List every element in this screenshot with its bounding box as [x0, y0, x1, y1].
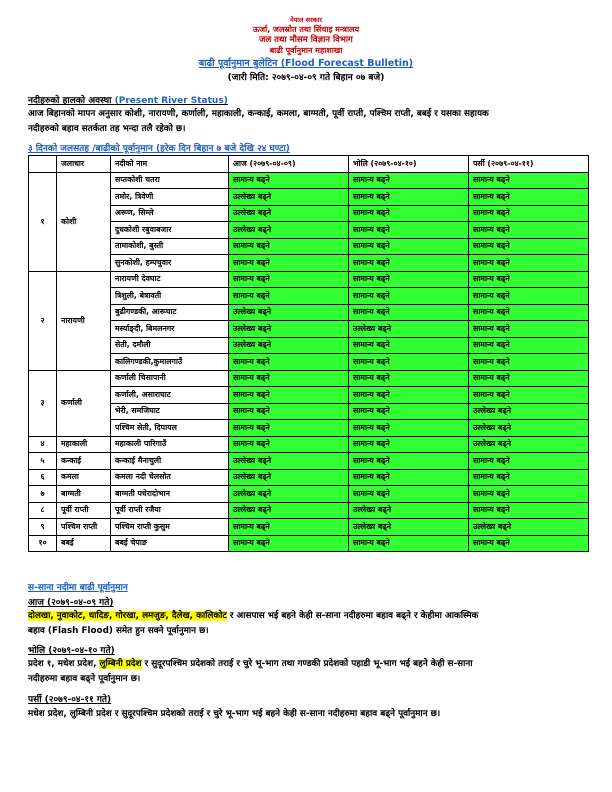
- table-row: [29, 469, 589, 486]
- forecast-dayafter-cell: उल्लेख्य बढ्ने: [469, 420, 589, 437]
- forecast-today-cell: उल्लेख्य बढ्ने: [229, 189, 349, 206]
- forecast-today-cell: सामान्य बढ्ने: [229, 238, 349, 255]
- column-header-river: नदीको नाम: [111, 156, 229, 173]
- table-row: [29, 321, 589, 338]
- forecast-dayafter-cell: सामान्य बढ्ने: [469, 337, 589, 354]
- forecast-today-cell: उल्लेख्य बढ्ने: [229, 502, 349, 519]
- river-station-cell: बुढीगण्डकी, आरूघाट: [111, 304, 229, 321]
- today-text-1: र आसपास भई बहने केही स-साना नदीहरुमा बहाव बढ्ने र केहीमा आकस्मिक: [226, 611, 479, 621]
- river-station-cell: मर्स्याङ्दी, बिमलनगर: [111, 321, 229, 338]
- today-highlighted-districts: दोलखा, नुवाकोट, धादिङ, गोरखा, लमजुङ, दैलेख, कालिकोट: [28, 611, 227, 621]
- basin-name-cell: कर्णाली: [57, 370, 111, 436]
- forecast-dayafter-cell: सामान्य बढ्ने: [469, 387, 589, 404]
- forecast-tomorrow-cell: सामान्य बढ्ने: [349, 189, 469, 206]
- forecast-today-cell: उल्लेख्य बढ्ने: [229, 205, 349, 222]
- forecast-today-cell: सामान्य बढ्ने: [229, 387, 349, 404]
- forecast-tomorrow-cell: सामान्य बढ्ने: [349, 403, 469, 420]
- tomorrow-text-2: नदीहरुमा बहाव बढ्ने पूर्वानुमान छ।: [28, 674, 141, 684]
- forecast-dayafter-cell: उल्लेख्य बढ्ने: [469, 519, 589, 536]
- forecast-today-cell: सामान्य बढ्ने: [229, 354, 349, 371]
- forecast-today-cell: सामान्य बढ्ने: [229, 420, 349, 437]
- government-name: नेपाल सरकार: [289, 16, 323, 24]
- river-station-cell: तामाकोशी, बुस्ती: [111, 238, 229, 255]
- basin-number-cell: ५: [29, 453, 57, 470]
- river-station-cell: कर्णाली चिसापानी: [111, 370, 229, 387]
- table-row: [29, 519, 589, 536]
- basin-name-cell: बाग्मती: [57, 486, 111, 503]
- river-station-cell: पश्चिम सेती, दिपायल: [111, 420, 229, 437]
- tomorrow-text-pre: प्रदेश १, मधेश प्रदेश,: [28, 659, 100, 669]
- river-station-cell: सेती, दमौली: [111, 337, 229, 354]
- table-row: [29, 172, 589, 189]
- basin-number-cell: ८: [29, 502, 57, 519]
- present-status-line1: आज बिहानको मापन अनुसार कोशी, नारायणी, कर्णाली, महाकाली, कन्काई, कमला, बाग्मती, पूर्वी राप्ती, पश्चिम राप्ती, बबई र यसका सहायक: [28, 109, 489, 119]
- forecast-tomorrow-cell: सामान्य बढ्ने: [349, 238, 469, 255]
- present-status-text: [28, 107, 588, 137]
- forecast-dayafter-cell: सामान्य बढ्ने: [469, 486, 589, 503]
- dayafter-label: पर्सी (२०७९-०४-११ गते): [28, 695, 112, 705]
- forecast-dayafter-cell: सामान्य बढ्ने: [469, 238, 589, 255]
- basin-name-cell: कमला: [57, 469, 111, 486]
- forecast-today-cell: सामान्य बढ्ने: [229, 288, 349, 305]
- forecast-dayafter-cell: सामान्य बढ्ने: [469, 189, 589, 206]
- forecast-tomorrow-cell: सामान्य बढ्ने: [349, 453, 469, 470]
- forecast-tomorrow-cell: उल्लेख्य बढ्ने: [349, 321, 469, 338]
- forecast-tomorrow-cell: सामान्य बढ्ने: [349, 535, 469, 552]
- table-row: [29, 205, 589, 222]
- table-row: [29, 189, 589, 206]
- forecast-today-cell: सामान्य बढ्ने: [229, 403, 349, 420]
- forecast-tomorrow-cell: सामान्य बढ्ने: [349, 436, 469, 453]
- river-station-cell: कालिगण्डकी,कुमालगाउँ: [111, 354, 229, 371]
- basin-number-cell: ७: [29, 486, 57, 503]
- present-status-heading-en: (Present River Status): [114, 96, 228, 106]
- forecast-dayafter-cell: सामान्य बढ्ने: [469, 535, 589, 552]
- forecast-dayafter-cell: सामान्य बढ्ने: [469, 453, 589, 470]
- forecast-today-cell: उल्लेख्य बढ्ने: [229, 453, 349, 470]
- table-row: [29, 403, 589, 420]
- forecast-dayafter-cell: सामान्य बढ्ने: [469, 222, 589, 239]
- forecast-dayafter-cell: सामान्य बढ्ने: [469, 172, 589, 189]
- forecast-dayafter-cell: सामान्य बढ्ने: [469, 271, 589, 288]
- river-station-cell: नारायणी देवघाट: [111, 271, 229, 288]
- small-rivers-heading: स-साना नदीमा बाढी पूर्वानुमान: [28, 583, 128, 593]
- forecast-table: [28, 155, 589, 552]
- forecast-today-cell: सामान्य बढ्ने: [229, 519, 349, 536]
- river-station-cell: अरूण, सिम्ले: [111, 205, 229, 222]
- basin-name-cell: कन्काई: [57, 453, 111, 470]
- table-row: [29, 354, 589, 371]
- table-row: [29, 486, 589, 503]
- forecast-dayafter-cell: सामान्य बढ्ने: [469, 321, 589, 338]
- forecast-today-cell: सामान्य बढ्ने: [229, 436, 349, 453]
- river-station-cell: भेरी, समजिघाट: [111, 403, 229, 420]
- basin-name-cell: कोशी: [57, 172, 111, 271]
- forecast-today-cell: सामान्य बढ्ने: [229, 271, 349, 288]
- dayafter-forecast-text: मधेश प्रदेश, लुम्बिनी प्रदेश र सुदूरपश्चिम प्रदेशको तराई र चुरे भू-भाग भई बहने केही स-साना नदीहरुमा बहाव बढ्ने पूर्वानुमान छ।: [28, 709, 441, 719]
- basin-number-cell: २: [29, 271, 57, 370]
- tomorrow-label: भोलि (२०७९-०४-१० गते): [28, 646, 115, 656]
- forecast-dayafter-cell: सामान्य बढ्ने: [469, 502, 589, 519]
- ministry-name: ऊर्जा, जलस्रोत तथा सिंचाइ मन्त्रालय: [252, 25, 360, 34]
- forecast-tomorrow-cell: सामान्य बढ्ने: [349, 255, 469, 272]
- forecast-today-cell: उल्लेख्य बढ्ने: [229, 321, 349, 338]
- forecast-tomorrow-cell: सामान्य बढ्ने: [349, 205, 469, 222]
- table-row: [29, 502, 589, 519]
- forecast-dayafter-cell: सामान्य बढ्ने: [469, 354, 589, 371]
- river-station-cell: बाग्मती पधेरादोभान: [111, 486, 229, 503]
- river-station-cell: दुधकोशी रबुवाबजार: [111, 222, 229, 239]
- column-header-today: आज (२०७९-०४-०९): [229, 156, 349, 173]
- forecast-tomorrow-cell: सामान्य बढ्ने: [349, 222, 469, 239]
- forecast-table-header: [29, 156, 589, 173]
- table-row: [29, 436, 589, 453]
- forecast-today-cell: उल्लेख्य बढ्ने: [229, 222, 349, 239]
- forecast-today-cell: उल्लेख्य बढ्ने: [229, 304, 349, 321]
- river-station-cell: सप्तकोशी चतरा: [111, 172, 229, 189]
- forecast-tomorrow-cell: सामान्य बढ्ने: [349, 304, 469, 321]
- forecast-tomorrow-cell: सामान्य बढ्ने: [349, 420, 469, 437]
- basin-number-cell: ९: [29, 519, 57, 536]
- table-row: [29, 535, 589, 552]
- forecast-tomorrow-cell: सामान्य बढ्ने: [349, 172, 469, 189]
- forecast-table-body: [29, 172, 589, 552]
- forecast-tomorrow-cell: सामान्य बढ्ने: [349, 288, 469, 305]
- basin-name-cell: बबई: [57, 535, 111, 552]
- column-header-no: [29, 156, 57, 173]
- forecast-tomorrow-cell: सामान्य बढ्ने: [349, 370, 469, 387]
- forecast-today-cell: उल्लेख्य बढ्ने: [229, 469, 349, 486]
- table-row: [29, 420, 589, 437]
- basin-number-cell: ६: [29, 469, 57, 486]
- basin-name-cell: पूर्वी राप्ती: [57, 502, 111, 519]
- river-station-cell: कन्काई मैनाचुली: [111, 453, 229, 470]
- table-row: [29, 453, 589, 470]
- column-header-basin: जलाधार: [57, 156, 111, 173]
- forecast-dayafter-cell: सामान्य बढ्ने: [469, 370, 589, 387]
- column-header-tomorrow: भोलि (२०७९-०४-१०): [349, 156, 469, 173]
- forecast-dayafter-cell: सामान्य बढ्ने: [469, 288, 589, 305]
- table-row: [29, 387, 589, 404]
- forecast-dayafter-cell: उल्लेख्य बढ्ने: [469, 403, 589, 420]
- present-status-line2: नदीहरुको बहाव सतर्कता तह भन्दा तलै रहेको छ।: [28, 124, 186, 134]
- forecast-tomorrow-cell: सामान्य बढ्ने: [349, 354, 469, 371]
- forecast-tomorrow-cell: सामान्य बढ्ने: [349, 271, 469, 288]
- forecast-today-cell: सामान्य बढ्ने: [229, 535, 349, 552]
- forecast-today-cell: सामान्य बढ्ने: [229, 370, 349, 387]
- forecast-dayafter-cell: सामान्य बढ्ने: [469, 255, 589, 272]
- forecast-today-cell: उल्लेख्य बढ्ने: [229, 337, 349, 354]
- forecast-table-heading: ३ दिनको जलसतह /बाढीको पूर्वानुमान (हरेक दिन बिहान ७ बजे देखि २४ घण्टा): [28, 144, 290, 154]
- forecast-dayafter-cell: सामान्य बढ्ने: [469, 469, 589, 486]
- forecast-today-cell: सामान्य बढ्ने: [229, 172, 349, 189]
- table-row: [29, 255, 589, 272]
- river-station-cell: त्रिशुली, बेत्रावती: [111, 288, 229, 305]
- today-label: आज (२०७९-०४-०९ गते): [28, 598, 114, 608]
- issued-date: (जारी मिति: २०७९-०४-०९ गते बिहान ०७ बजे): [227, 73, 385, 83]
- forecast-dayafter-cell: उल्लेख्य बढ्ने: [469, 436, 589, 453]
- basin-name-cell: नारायणी: [57, 271, 111, 370]
- forecast-today-cell: सामान्य बढ्ने: [229, 255, 349, 272]
- river-station-cell: सुनकोशी, हम्पचुवार: [111, 255, 229, 272]
- tomorrow-forecast-text: [28, 657, 588, 687]
- table-row: [29, 288, 589, 305]
- forecast-dayafter-cell: सामान्य बढ्ने: [469, 304, 589, 321]
- table-row: [29, 337, 589, 354]
- table-row: [29, 271, 589, 288]
- basin-name-cell: महाकाली: [57, 436, 111, 453]
- river-station-cell: पूर्वी राप्ती रजैया: [111, 502, 229, 519]
- forecast-tomorrow-cell: सामान्य बढ्ने: [349, 486, 469, 503]
- tomorrow-text-1: र सुदूरपश्चिम प्रदेशको तराई र चुरे भू-भाग तथा गण्डकी प्रदेशको पहाडी भू-भाग भई बहने केही स-साना: [141, 659, 473, 669]
- forecast-tomorrow-cell: सामान्य बढ्ने: [349, 337, 469, 354]
- table-row: [29, 370, 589, 387]
- river-station-cell: बबई चेपाङ: [111, 535, 229, 552]
- river-station-cell: तमोर, त्रिवेणी: [111, 189, 229, 206]
- river-station-cell: कर्णाली, असाराघाट: [111, 387, 229, 404]
- forecast-dayafter-cell: सामान्य बढ्ने: [469, 205, 589, 222]
- basin-name-cell: पश्चिम राप्ती: [57, 519, 111, 536]
- basin-number-cell: १: [29, 172, 57, 271]
- column-header-dayafter: पर्सी (२०७९-०४-११): [469, 156, 589, 173]
- basin-number-cell: १०: [29, 535, 57, 552]
- tomorrow-highlighted-province: लुम्बिनी प्रदेश: [99, 659, 142, 669]
- table-row: [29, 238, 589, 255]
- table-row: [29, 222, 589, 239]
- basin-number-cell: ३: [29, 370, 57, 436]
- forecast-tomorrow-cell: सामान्य बढ्ने: [349, 387, 469, 404]
- division-name: बाढी पूर्वानुमान महाशाखा: [269, 46, 343, 55]
- today-forecast-text: [28, 609, 588, 639]
- forecast-tomorrow-cell: उल्लेख्य बढ्ने: [349, 519, 469, 536]
- present-status-heading: [28, 93, 228, 106]
- bulletin-title: बाढी पूर्वानुमान बुलेटिन (Flood Forecast Bulletin): [198, 58, 414, 69]
- forecast-today-cell: उल्लेख्य बढ्ने: [229, 486, 349, 503]
- table-row: [29, 304, 589, 321]
- basin-number-cell: ४: [29, 436, 57, 453]
- forecast-tomorrow-cell: सामान्य बढ्ने: [349, 469, 469, 486]
- today-text-2: बहाव (Flash Flood) समेत हुन सक्ने पूर्वानुमान छ।: [28, 626, 209, 636]
- department-name: जल तथा मौसम विज्ञान विभाग: [259, 35, 353, 45]
- river-station-cell: महाकाली पारिगाउँ: [111, 436, 229, 453]
- river-station-cell: पश्चिम राप्ती कुसुम: [111, 519, 229, 536]
- river-station-cell: कमला नदी चेलसोत: [111, 469, 229, 486]
- present-status-heading-np: नदीहरुको हालको अवस्था: [28, 96, 112, 106]
- forecast-tomorrow-cell: उल्लेख्य बढ्ने: [349, 502, 469, 519]
